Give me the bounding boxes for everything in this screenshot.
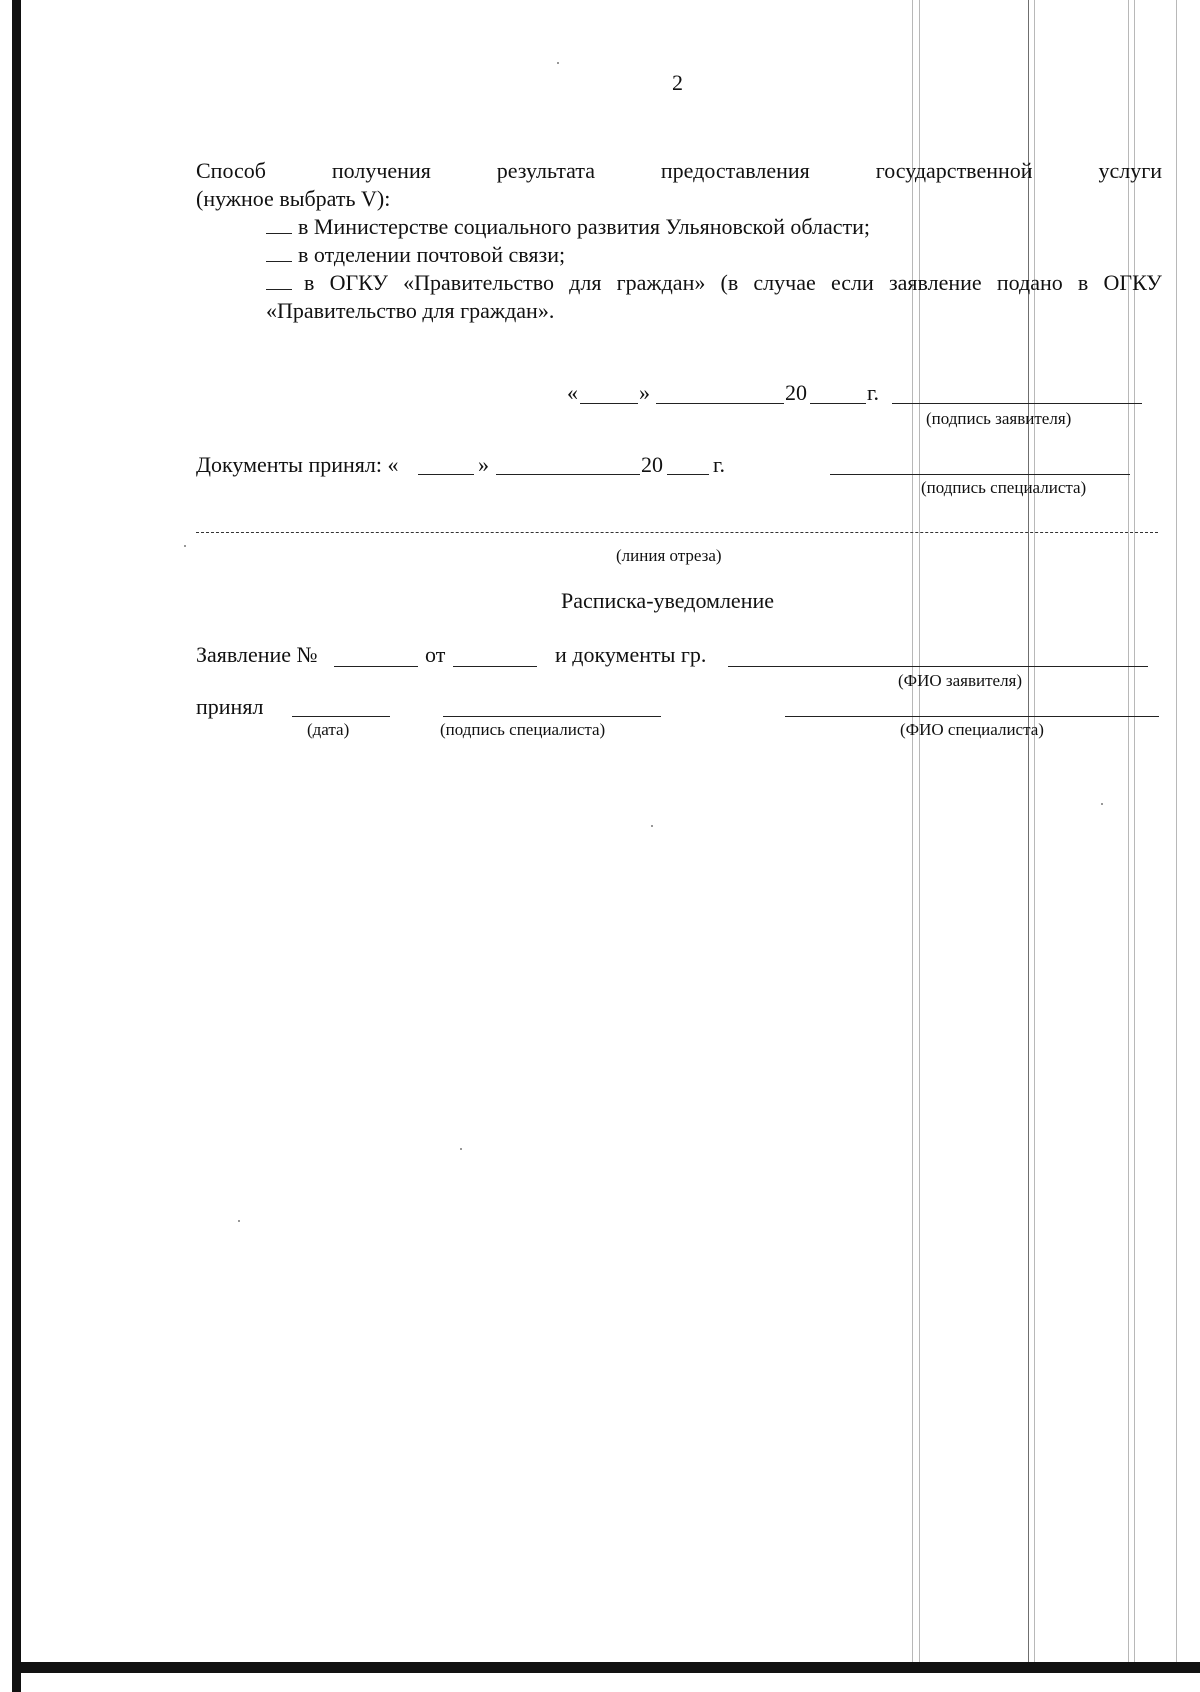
ogku-word: ОГКУ [329,270,388,295]
receipt-specialist-fio-caption: (ФИО специалиста) [900,720,1044,739]
fio-applicant-caption: (ФИО заявителя) [898,671,1023,690]
scan-speck [651,825,653,827]
receipt-specialist-fio-field[interactable] [785,716,1159,717]
delivery-option-ogku-line2: «Правительство для граждан». [266,298,555,323]
applicant-year-field[interactable] [810,403,866,404]
ogku-word: заявление [888,270,982,295]
receipt-from-label: от [425,642,446,667]
delivery-option-post[interactable] [266,242,565,268]
scan-artifact-line [1028,0,1029,1662]
scan-speck [238,1220,240,1222]
receipt-documents-label: и документы гр. [555,642,707,667]
delivery-option-ministry[interactable] [266,214,870,240]
scan-speck [460,1148,462,1150]
receipt-title: Расписка-уведомление [561,588,775,613]
option-checkbox-blank[interactable] [266,271,292,290]
accepted-month-field[interactable] [496,474,640,475]
accepted-year-field[interactable] [667,474,709,475]
receipt-date-caption: (дата) [307,720,350,739]
applicant-signature-caption: (подпись заявителя) [926,409,1072,428]
delivery-word: результата [496,158,595,183]
delivery-word: услуги [1098,158,1162,183]
accepted-close-quote: » [478,452,489,477]
applicant-date-close-quote: » [639,380,650,405]
scan-artifact-line [1176,0,1177,1662]
documents-accepted-label: Документы принял: « [196,452,399,477]
applicant-year-suffix: г. [867,380,880,405]
applicant-signature-field[interactable] [892,403,1142,404]
receipt-accepted-label: принял [196,694,264,719]
application-date-field[interactable] [453,666,537,667]
delivery-option-ogku[interactable] [266,270,1162,296]
ogku-word: «Правительство [403,270,554,295]
delivery-word: предоставления [660,158,810,183]
accepted-year-suffix: г. [713,452,726,477]
scan-speck [1101,803,1103,805]
ogku-word: граждан» [616,270,706,295]
delivery-method-line1 [196,158,1162,184]
ogku-word: случае [753,270,816,295]
scan-left-edge [12,0,21,1692]
ogku-word: ОГКУ [1103,270,1162,295]
applicant-year-prefix: 20 [785,380,807,405]
scan-artifact-line [1128,0,1129,1662]
receipt-date-field[interactable] [292,716,390,717]
scan-artifact-line [1134,0,1135,1662]
applicant-month-field[interactable] [656,403,784,404]
delivery-option-ogku-text [304,270,1162,296]
scan-speck [557,62,559,64]
receipt-application-label: Заявление № [196,642,318,667]
applicant-day-field[interactable] [580,403,638,404]
scan-artifact-line [919,0,920,1662]
specialist-signature-caption: (подпись специалиста) [921,478,1087,497]
applicant-fio-field[interactable] [728,666,1148,667]
application-number-field[interactable] [334,666,418,667]
applicant-date-open-quote: « [567,380,578,405]
ogku-word: в [304,270,315,295]
cut-line-caption: (линия отреза) [616,546,722,565]
scan-artifact-line [1034,0,1035,1662]
cut-line [196,532,1158,533]
scan-bottom-edge [12,1662,1200,1673]
ogku-word: если [830,270,874,295]
ogku-word: для [569,270,602,295]
page-number: 2 [672,70,683,95]
ogku-word: (в [720,270,739,295]
delivery-option-label: в Министерстве социального развития Ульяновской области; [298,214,870,239]
scan-artifact-line [912,0,913,1662]
delivery-word: получения [331,158,431,183]
ogku-word: в [1077,270,1089,295]
receipt-specialist-signature-caption: (подпись специалиста) [440,720,606,739]
option-checkbox-blank[interactable] [266,215,292,234]
accepted-year-prefix: 20 [641,452,663,477]
accepted-day-field[interactable] [418,474,474,475]
delivery-word: Способ [196,158,266,183]
delivery-option-label: в отделении почтовой связи; [298,242,566,267]
receipt-specialist-signature-field[interactable] [443,716,661,717]
option-checkbox-blank[interactable] [266,243,292,262]
ogku-word: подано [996,270,1063,295]
specialist-signature-field[interactable] [830,474,1130,475]
scan-speck [184,545,186,547]
delivery-word: государственной [875,158,1033,183]
delivery-method-hint: (нужное выбрать V): [196,186,391,211]
